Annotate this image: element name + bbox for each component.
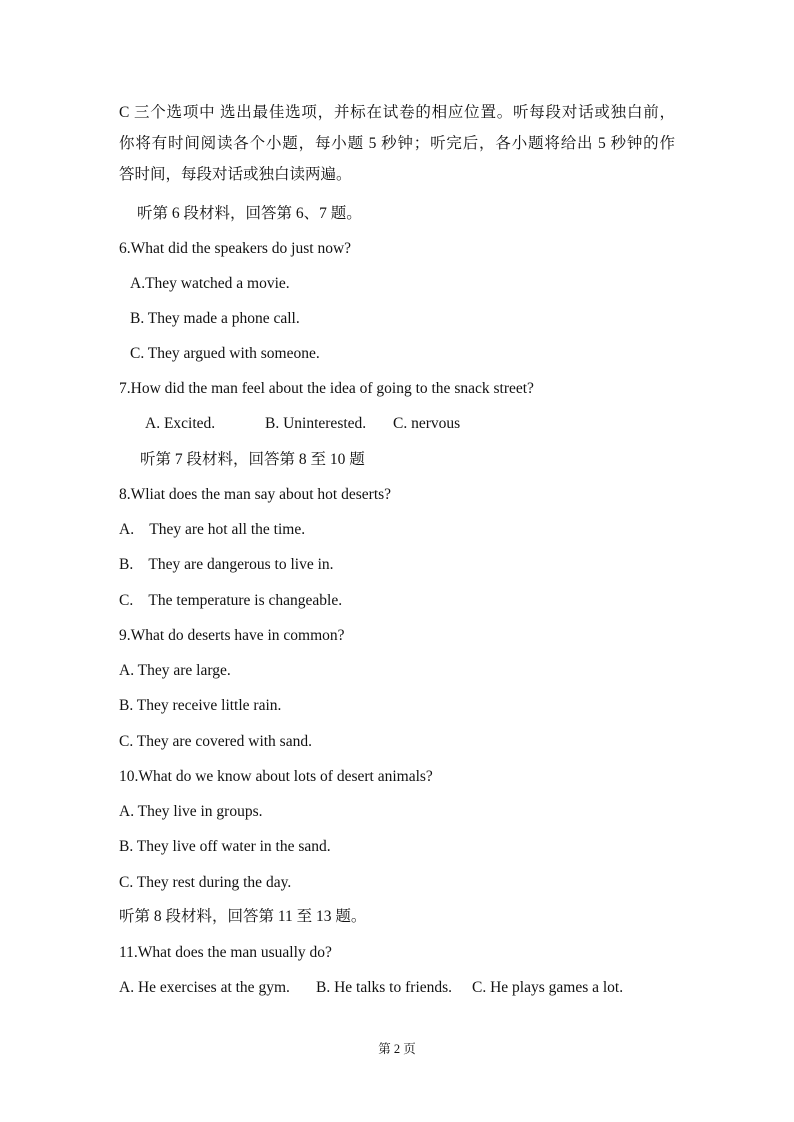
answer-option: B. They receive little rain. xyxy=(119,697,282,714)
section-heading: 听第 8 段材料，回答第 11 至 13 题。 xyxy=(119,908,367,925)
question-stem: 11.What does the man usually do? xyxy=(119,944,332,961)
section-heading: 听第 7 段材料，回答第 8 至 10 题 xyxy=(140,451,365,468)
instruction-line-3: 答时间，每段对话或独白读两遍。 xyxy=(119,166,352,183)
answer-option: A. He exercises at the gym. xyxy=(119,979,290,996)
answer-option: B. Uninterested. xyxy=(265,415,367,432)
answer-option: C. nervous xyxy=(393,415,461,432)
question-stem: 9.What do deserts have in common? xyxy=(119,627,345,644)
instruction-line-1: C 三个选项中 选出最佳选项，并标在试卷的相应位置。听每段对话或独白前， xyxy=(119,104,675,121)
answer-option: A. They live in groups. xyxy=(119,803,263,820)
question-stem: 10.What do we know about lots of desert animals? xyxy=(119,768,433,785)
answer-option: A. They are large. xyxy=(119,662,231,679)
answer-option: B. He talks to friends. xyxy=(316,979,453,996)
answer-option: B. They made a phone call. xyxy=(130,310,300,327)
answer-option: A. They are hot all the time. xyxy=(119,521,306,538)
answer-option: B. They are dangerous to live in. xyxy=(119,556,334,573)
answer-option: C. They argued with someone. xyxy=(130,345,320,362)
answer-option: C. They are covered with sand. xyxy=(119,733,312,750)
answer-option: B. They live off water in the sand. xyxy=(119,838,331,855)
answer-option: C. He plays games a lot. xyxy=(472,979,624,996)
answer-option: C. The temperature is changeable. xyxy=(119,592,343,609)
question-stem: 6.What did the speakers do just now? xyxy=(119,240,352,257)
section-heading: 听第 6 段材料，回答第 6、7 题。 xyxy=(137,205,362,222)
page-number: 第 2 页 xyxy=(378,1042,416,1056)
question-stem: 7.How did the man feel about the idea of going to the snack street? xyxy=(119,380,534,397)
answer-option: A.They watched a movie. xyxy=(130,275,290,292)
answer-option: C. They rest during the day. xyxy=(119,874,292,891)
instruction-line-2: 你将有时间阅读各个小题，每小题 5 秒钟；听完后，各小题将给出 5 秒钟的作 xyxy=(119,135,675,152)
answer-option: A. Excited. xyxy=(145,415,216,432)
question-stem: 8.Wliat does the man say about hot deserts? xyxy=(119,486,392,503)
